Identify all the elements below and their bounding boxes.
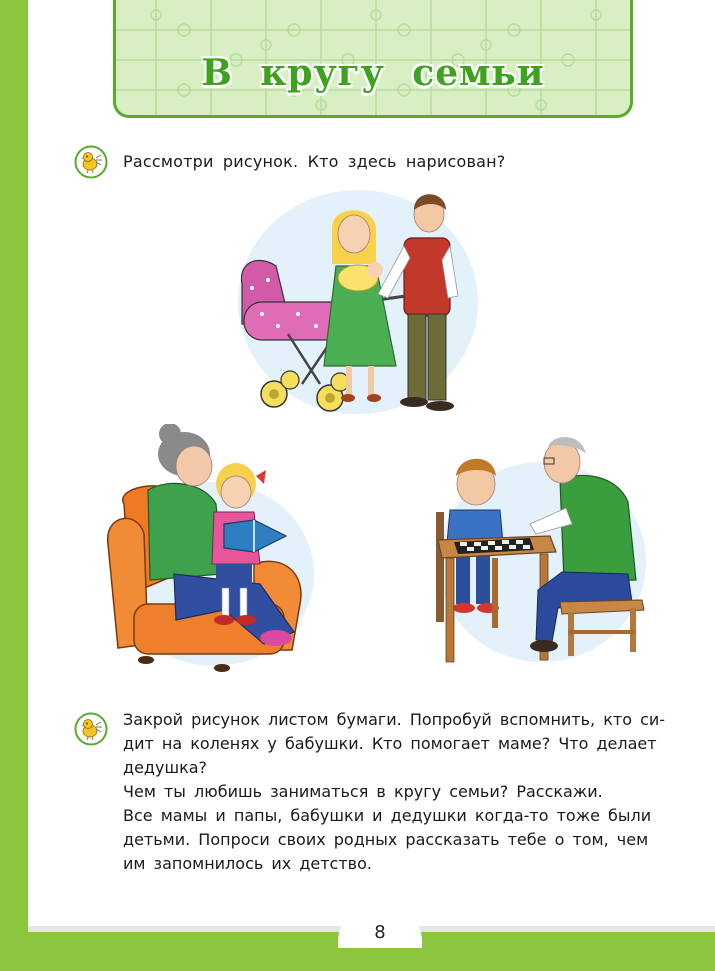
page-title: В кругу семьи: [201, 52, 545, 94]
text-line: детьми. Попроси своих родных рассказать тебе о том, чем: [123, 830, 649, 849]
title-banner: [113, 0, 633, 118]
text-line: Чем ты любишь заниматься в кругу семьи? Расскажи.: [123, 782, 603, 801]
text-line: дедушка?: [123, 758, 208, 777]
question-text: Рассмотри рисунок. Кто здесь нарисован?: [123, 152, 506, 171]
text-line: Все мамы и папы, бабушки и дедушки когда-то тоже были: [123, 806, 652, 825]
page-number: 8: [374, 922, 386, 943]
bird-icon: [74, 145, 108, 179]
family-stroller-illustration: [228, 184, 478, 420]
text-line: Закрой рисунок листом бумаги. Попробуй вспомнить, кто си-: [123, 710, 666, 729]
text-line: дит на коленях у бабушки. Кто помогает маме? Что делает: [123, 734, 657, 753]
bird-icon: [74, 712, 108, 746]
task-text: [123, 708, 683, 876]
checkers-illustration: [432, 432, 650, 672]
grandmother-reading-illustration: [104, 424, 314, 674]
text-line: им запомнилось их детство.: [123, 854, 372, 873]
